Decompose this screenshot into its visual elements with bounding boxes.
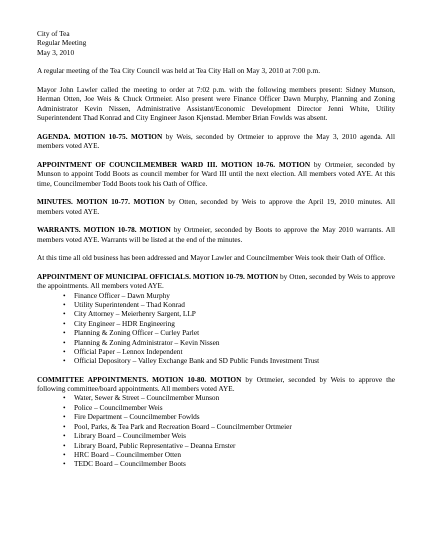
- list-item: • Official Depository – Valley Exchange Bank and SD Public Funds Investment Trust: [74, 356, 395, 365]
- minutes-heading: MINUTES. MOTION 10-77. MOTION: [37, 197, 165, 207]
- agenda-paragraph: [37, 132, 395, 151]
- warrants-heading: WARRANTS. MOTION 10-78. MOTION: [37, 225, 171, 235]
- list-item: • Finance Officer – Dawn Murphy: [74, 291, 395, 300]
- list-item: • City Engineer – HDR Engineering: [74, 319, 395, 328]
- committee-list: [37, 393, 395, 468]
- committee-paragraph: [37, 375, 395, 394]
- list-item: • Water, Sewer & Street – Councilmember Munson: [74, 393, 395, 402]
- list-item: • Police – Councilmember Weis: [74, 403, 395, 412]
- document-header: [37, 29, 395, 57]
- meeting-date: May 3, 2010: [37, 47, 75, 57]
- minutes-text: by Otten, seconded by Weis to approve the April 19, 2010 minutes. All members voted AYE.: [37, 197, 395, 216]
- list-item: • City Attorney – Meierhenry Sargent, LLP: [74, 309, 395, 318]
- municipal-text: by Otten, seconded by Weis to approve the appointments. All members voted AYE.: [37, 271, 395, 291]
- ward-appointment-paragraph: [37, 160, 395, 188]
- list-item: • Planning & Zoning Officer – Curley Parlet: [74, 328, 395, 337]
- list-item: • Library Board – Councilmember Weis: [74, 431, 395, 440]
- agenda-heading: AGENDA. MOTION 10-75. MOTION: [37, 131, 163, 141]
- list-item: • Fire Department – Councilmember Fowlds: [74, 412, 395, 421]
- ward-appointment-text: by Ortmeier, seconded by Munson to appoint Todd Boots as council member for Ward III until the next election. All members voted AYE. At this time, Councilmember Todd Boots took his Oath of Office.: [37, 159, 395, 188]
- ward-appointment-heading: APPOINTMENT OF COUNCILMEMBER WARD III. MOTION 10-76. MOTION: [37, 159, 311, 169]
- list-item: • Planning & Zoning Administrator – Kevin Nissen: [74, 338, 395, 347]
- warrants-paragraph: [37, 225, 395, 244]
- committee-text: by Ortmeier, seconded by Weis to approve the following committee/board appointments. All members voted AYE.: [37, 374, 396, 394]
- meeting-type: Regular Meeting: [37, 38, 87, 48]
- city-name: City of Tea: [37, 29, 70, 38]
- list-item: • Pool, Parks, & Tea Park and Recreation Board – Councilmember Ortmeier: [74, 422, 395, 431]
- minutes-paragraph: [37, 197, 395, 216]
- warrants-text: by Ortmeier, seconded by Boots to approve the May 2010 warrants. All members voted AYE. Warrants will be listed at the end of the minutes.: [37, 225, 395, 244]
- agenda-text: by Weis, seconded by Ortmeier to approve the May 3, 2010 agenda. All members voted AYE.: [37, 131, 395, 151]
- list-item: • Utility Superintendent – Thad Konrad: [74, 300, 395, 309]
- municipal-heading: APPOINTMENT OF MUNICIPAL OFFICIALS. MOTION 10-79. MOTION: [37, 271, 279, 281]
- list-item: • TEDC Board – Councilmember Boots: [74, 459, 395, 468]
- old-business-paragraph: At this time all old business has been addressed and Mayor Lawler and Councilmember Weis took their Oath of Office.: [37, 253, 386, 263]
- municipal-paragraph: [37, 272, 395, 291]
- attendance-paragraph: Mayor John Lawler called the meeting to order at 7:02 p.m. with the following members present: Sidney Munson, Herman Otten, Joe Weis & Chuck Ortmeier. Also present were Finance Officer Dawn Murphy, Planning and Zoning Administrator Kevin Nissen, Administrative Assistant/Economic Development Director Jenni White, Utility Superintendent Thad Konrad and City Engineer Jason Kjenstad. Member Brian Fowlds was absent.: [37, 85, 395, 123]
- committee-heading: COMMITTEE APPOINTMENTS. MOTION 10-80. MOTION: [37, 374, 242, 384]
- intro-paragraph: A regular meeting of the Tea City Council was held at Tea City Hall on May 3, 2010 at 7:00 p.m.: [37, 66, 321, 76]
- municipal-list: [37, 291, 395, 366]
- list-item: • Library Board, Public Representative – Deanna Ernster: [74, 441, 395, 450]
- list-item: • HRC Board – Councilmember Otten: [74, 450, 395, 459]
- list-item: • Official Paper – Lennox Independent: [74, 347, 395, 356]
